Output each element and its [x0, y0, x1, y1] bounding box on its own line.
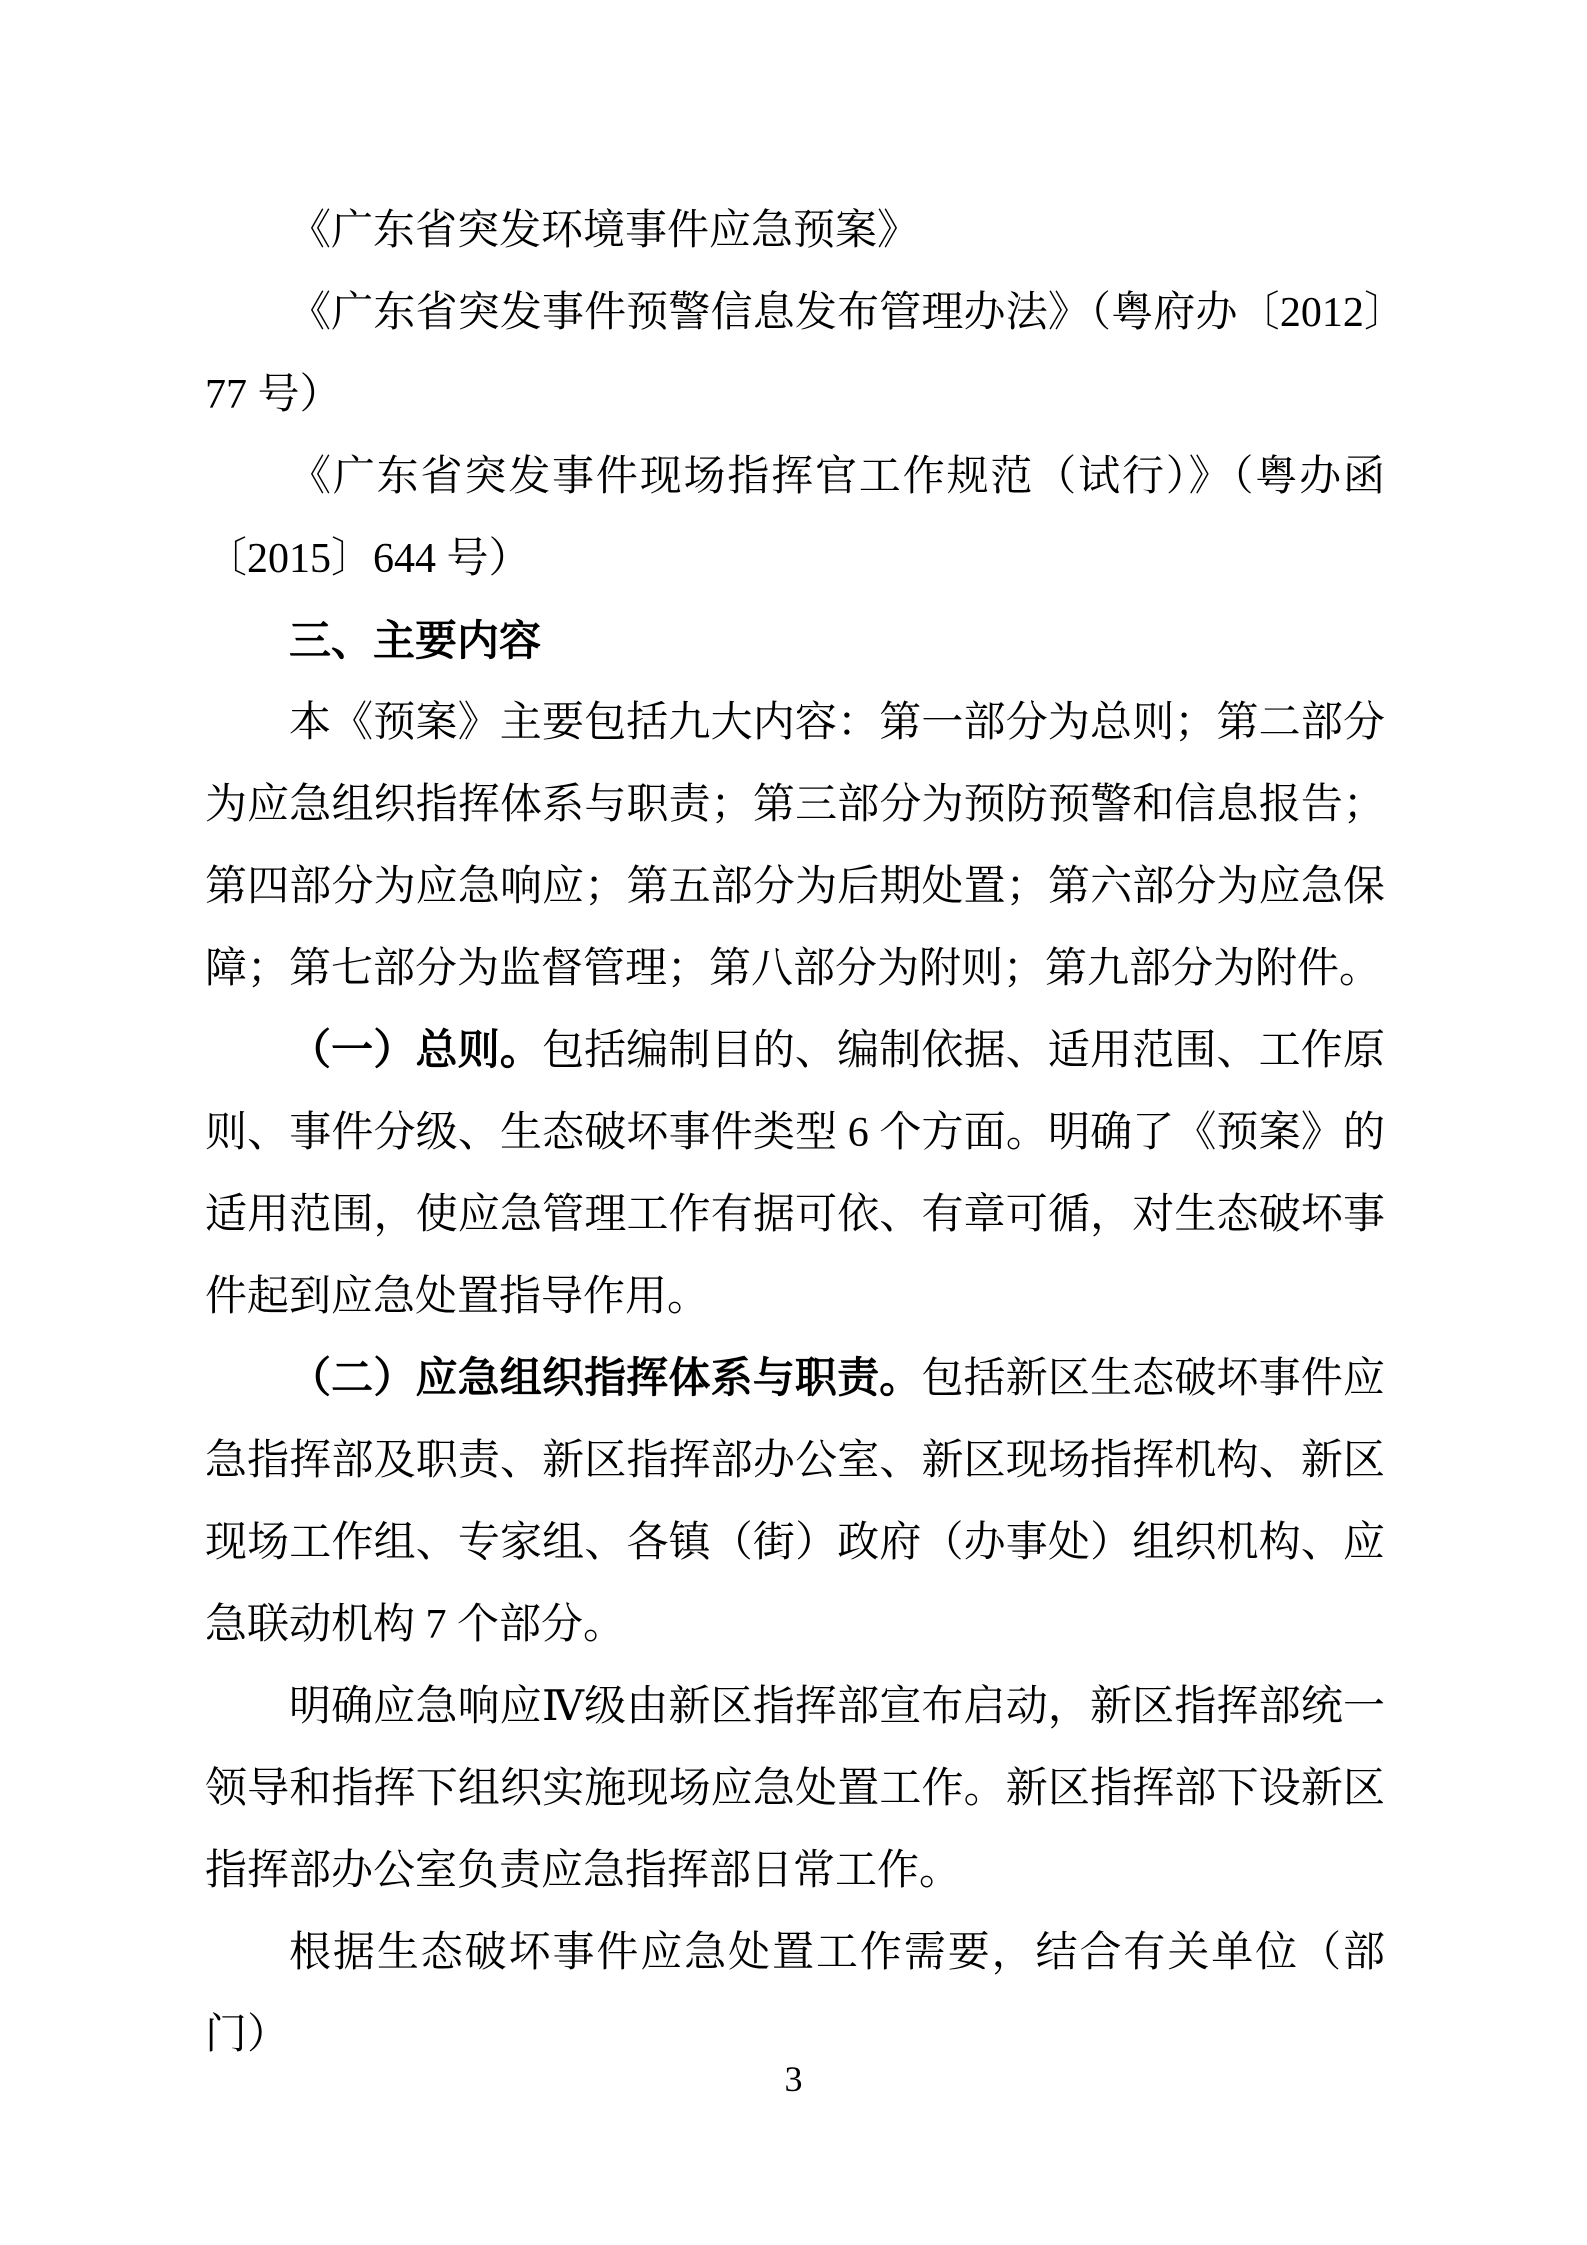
reference-item-2: 《广东省突发事件预警信息发布管理办法》（粤府办〔2012〕77 号） — [205, 290, 1385, 418]
reference-item-1: 《广东省突发环境事件应急预案》 — [289, 208, 920, 254]
paragraph-overview: 本《预案》主要包括九大内容：第一部分为总则；第二部分为应急组织指挥体系与职责；第三部分为预防预警和信息报告；第四部分为应急响应；第五部分为后期处置；第六部分为应急保障；第七部分为监督管理；第八部分为附则；第九部分为附件。 — [205, 700, 1385, 992]
section-heading-main-content: 三、主要内容 — [289, 617, 542, 664]
reference-item-3: 《广东省突发事件现场指挥官工作规范（试行）》（粤办函〔2015〕644 号） — [205, 454, 1385, 582]
paragraph-part1-general-rules — [205, 1010, 1385, 1338]
paragraph-response-level: 明确应急响应Ⅳ级由新区指挥部宣布启动，新区指挥部统一领导和指挥下组织实施现场应急处置工作。新区指挥部下设新区指挥部办公室负责应急指挥部日常工作。 — [205, 1684, 1385, 1894]
paragraph-work-needs: 根据生态破坏事件应急处置工作需要，结合有关单位（部门） — [205, 1930, 1385, 2058]
paragraph-part2-lead: （二）应急组织指挥体系与职责。 — [289, 1356, 922, 1402]
paragraph-part1-lead: （一）总则。 — [289, 1028, 542, 1074]
paragraph-part1-text: 包括编制目的、编制依据、适用范围、工作原则、事件分级、生态破坏事件类型 6 个方面。明确了《预案》的适用范围，使应急管理工作有据可依、有章可循，对生态破坏事件起到应急处置指导作用。 — [205, 1028, 1385, 1320]
paragraph-part2-text: 包括新区生态破坏事件应急指挥部及职责、新区指挥部办公室、新区现场指挥机构、新区现场工作组、专家组、各镇（街）政府（办事处）组织机构、应急联动机构 7 个部分。 — [205, 1356, 1385, 1648]
document-content — [205, 190, 1385, 2076]
page-number: 3 — [784, 2059, 803, 2099]
paragraph-part2-command-system — [205, 1338, 1385, 1666]
